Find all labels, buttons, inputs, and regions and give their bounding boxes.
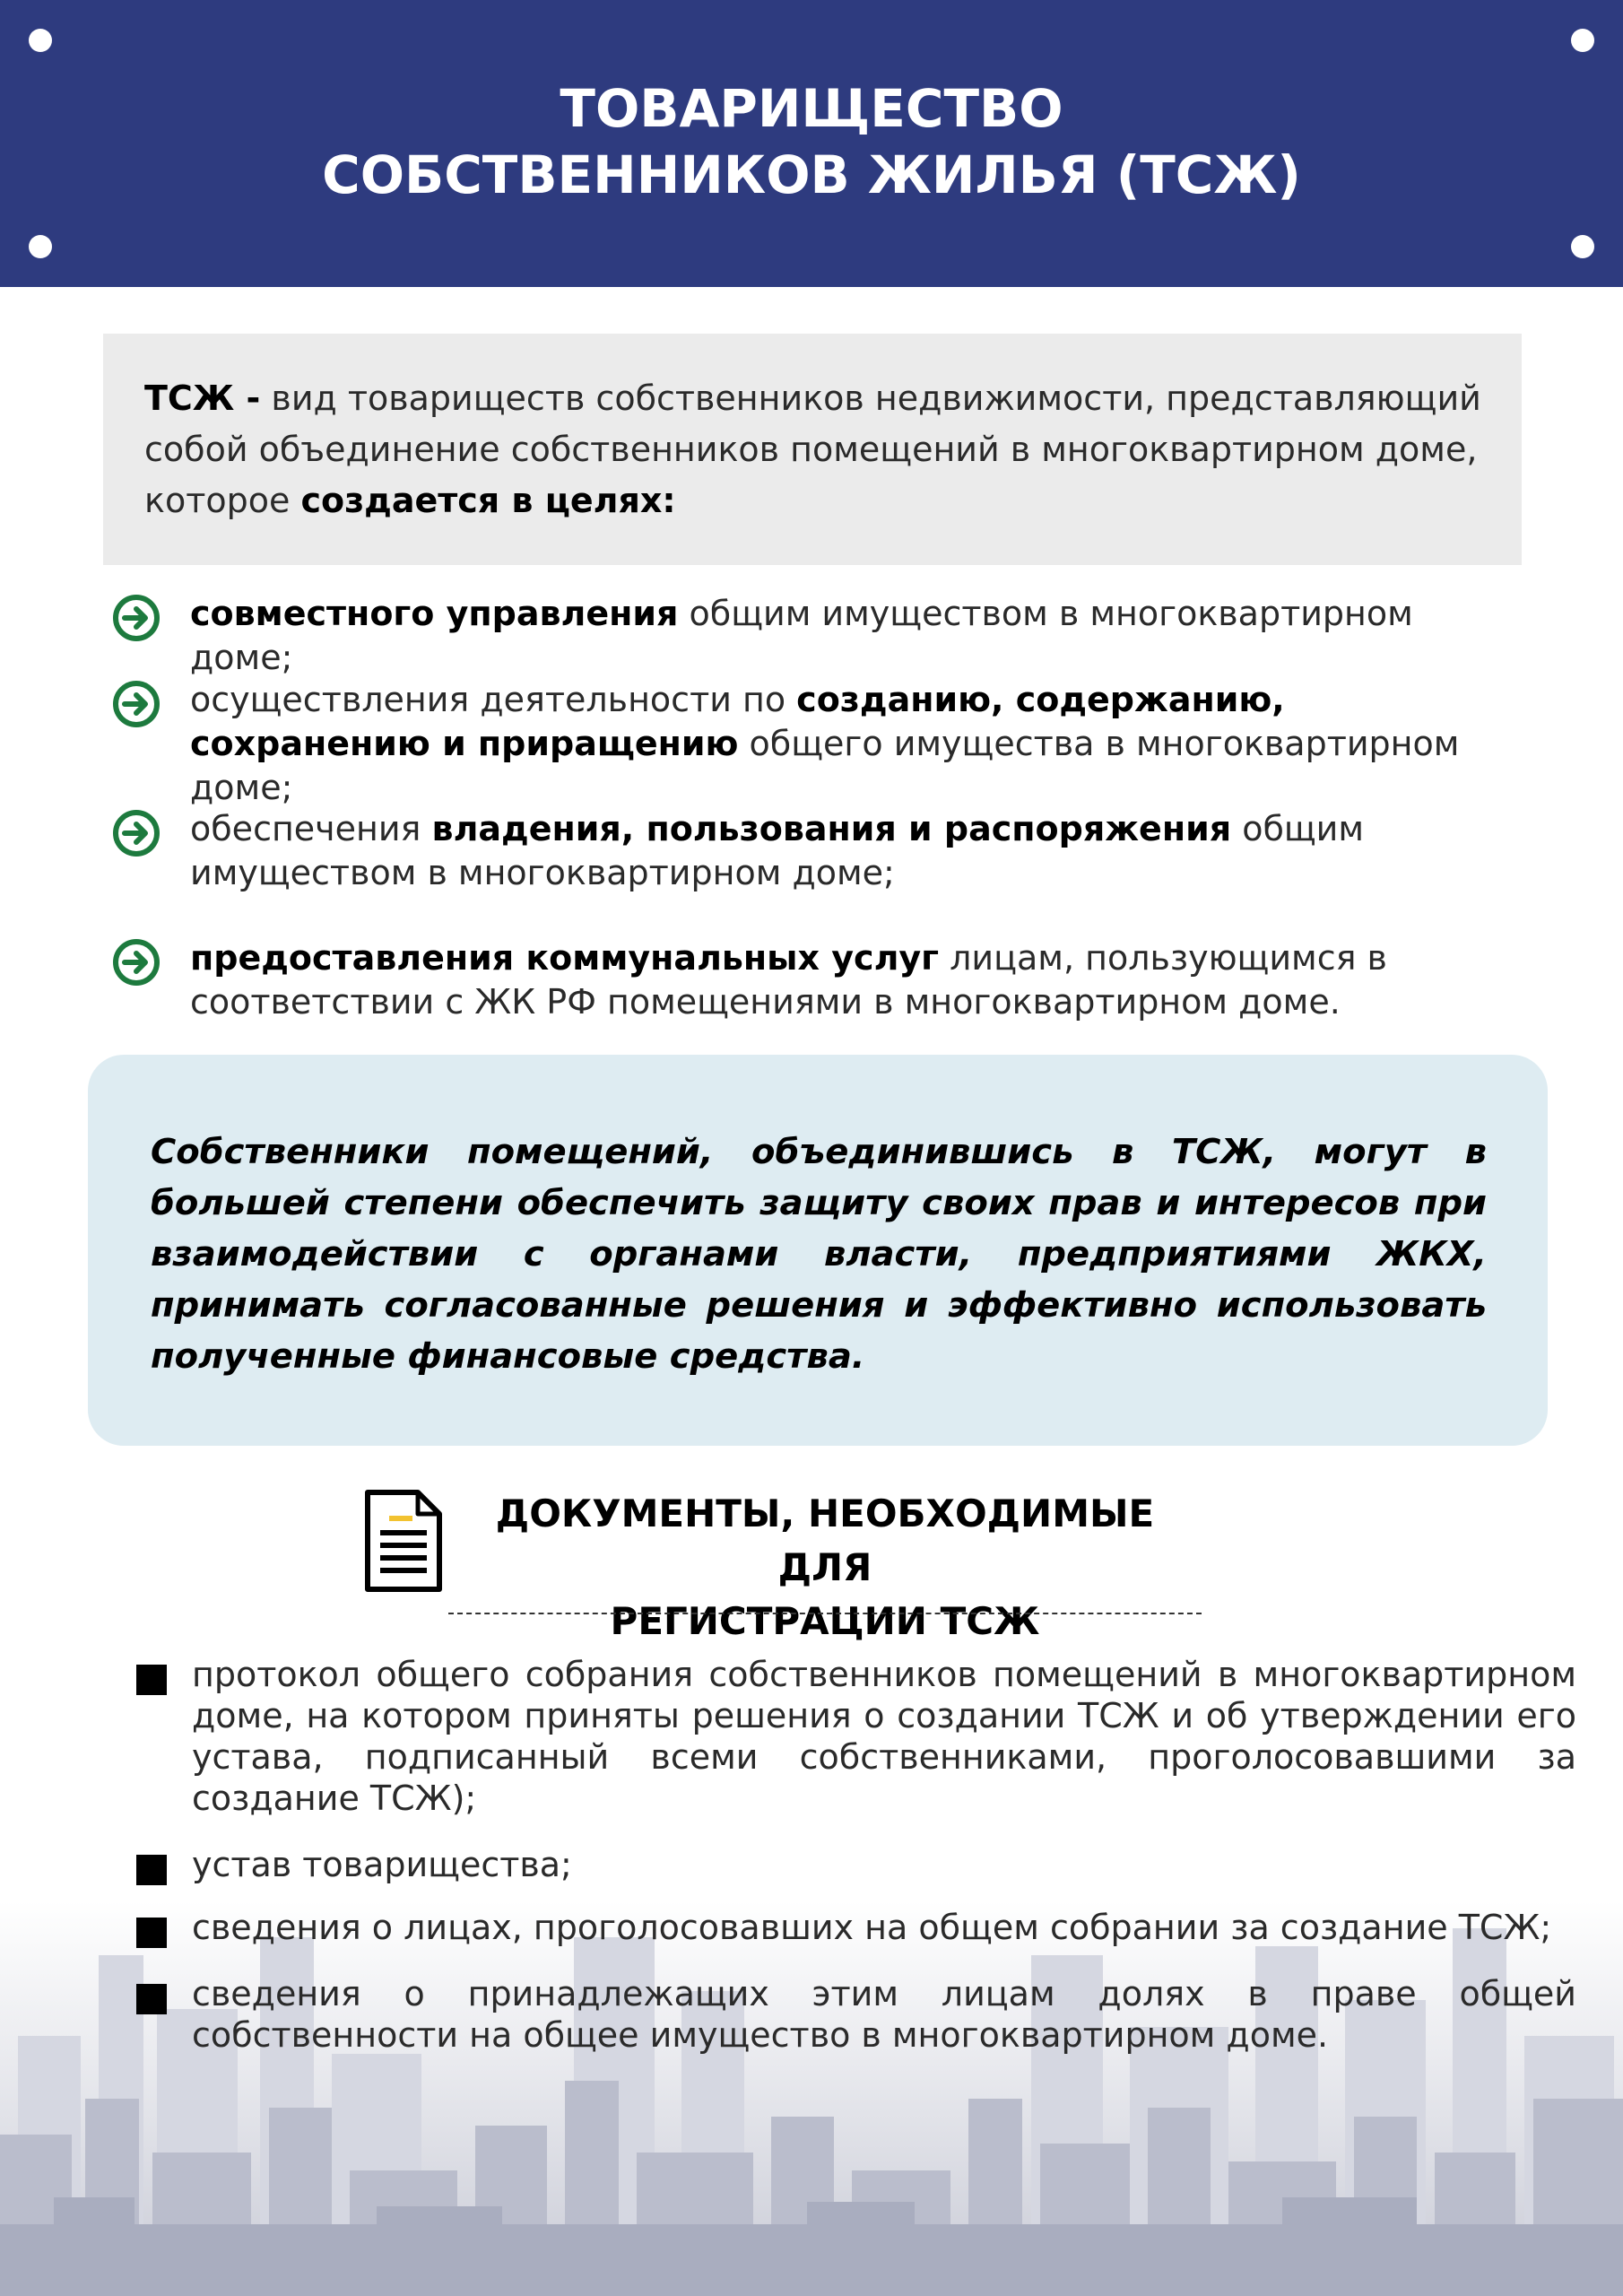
square-bullet-icon xyxy=(136,1665,167,1695)
corner-bolt xyxy=(29,235,52,258)
square-bullet-icon xyxy=(136,1918,167,1948)
goal-plain: лицам, пользующимся в соответствии с ЖК РФ помещениями в многоквартирном доме. xyxy=(190,938,1387,1022)
note-box xyxy=(88,1055,1548,1446)
documents-title-line-1: ДОКУМЕНТЫ, НЕОБХОДИМЫЕ ДЛЯ xyxy=(495,1492,1155,1589)
document-item-text: сведения о принадлежащих этим лицам долях в праве общей собственности на общее имущество в многоквартирном доме. xyxy=(192,1974,1576,2055)
goal-plain: общим имуществом в многоквартирном доме; xyxy=(190,809,1365,892)
documents-title-line-2: РЕГИСТРАЦИИ ТСЖ xyxy=(610,1599,1040,1643)
goal-bold: предоставления коммунальных услуг xyxy=(190,938,940,978)
goal-bold: совместного управления xyxy=(190,594,679,633)
arrow-right-circle-icon xyxy=(111,808,161,858)
definition-text: вид товариществ собственников недвижимости, представляющий собой объединение собственников помещений в многоквартирном доме, которое xyxy=(144,378,1481,520)
corner-bolt xyxy=(1571,235,1594,258)
square-bullet-icon xyxy=(136,1855,167,1885)
square-bullet-icon xyxy=(136,1984,167,2014)
dashed-divider xyxy=(448,1613,1202,1614)
goal-bold: созданию, содержанию, сохранению и приращению xyxy=(190,680,1285,763)
goal-text xyxy=(190,592,1526,680)
goal-plain: обеспечения xyxy=(190,809,421,848)
goal-bold: владения, пользования и распоряжения xyxy=(431,809,1232,848)
goal-text xyxy=(190,678,1526,810)
page-title xyxy=(0,75,1623,208)
corner-bolt xyxy=(1571,29,1594,52)
header-banner xyxy=(0,0,1623,287)
definition-emphasis: создается в целях: xyxy=(300,481,676,520)
corner-bolt xyxy=(29,29,52,52)
goal-text xyxy=(190,936,1526,1024)
arrow-right-circle-icon xyxy=(111,937,161,987)
goal-plain: общим имуществом в многоквартирном доме; xyxy=(190,594,1413,677)
note-text: Собственники помещений, объединившись в ТСЖ, могут в большей степени обеспечить защиту своих прав и интересов при взаимодействии с органами власти, предприятиями ЖКХ, принимать согласованные решения и эффективно использовать полученные финансовые средства. xyxy=(151,1132,1487,1377)
goal-plain: общего имущества в многоквартирном доме; xyxy=(190,724,1460,807)
document-item-text: сведения о лицах, проголосовавших на общем собрании за создание ТСЖ; xyxy=(192,1908,1552,1947)
definition-box xyxy=(103,334,1522,565)
city-skyline-illustration xyxy=(0,1901,1623,2296)
arrow-right-circle-icon xyxy=(111,679,161,729)
page-title-line-1: ТОВАРИЩЕСТВО xyxy=(560,78,1063,139)
documents-section-title xyxy=(448,1487,1202,1648)
document-icon xyxy=(362,1489,445,1593)
document-item-text: протокол общего собрания собственников помещений в многоквартирном доме, на котором приняты решения о создании ТСЖ и об утверждении его устава, подписанный всеми собственниками, проголосовавшими за создание ТСЖ); xyxy=(192,1655,1576,1818)
document-item-text: устав товарищества; xyxy=(192,1845,572,1884)
goal-plain: осуществления деятельности по xyxy=(190,680,786,719)
arrow-right-circle-icon xyxy=(111,593,161,643)
definition-term: ТСЖ - xyxy=(144,378,261,418)
goal-text xyxy=(190,807,1526,895)
page-title-line-2: СОБСТВЕННИКОВ ЖИЛЬЯ (ТСЖ) xyxy=(322,144,1301,205)
